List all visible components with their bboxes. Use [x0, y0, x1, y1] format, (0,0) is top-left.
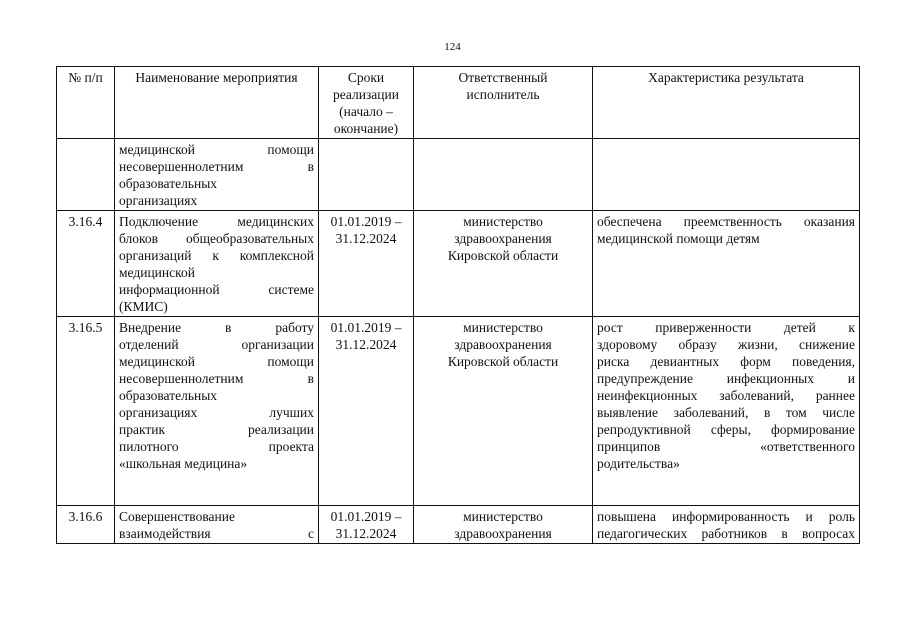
cell-line: (КМИС) — [119, 299, 168, 314]
cell-line: взаимодействия с — [119, 526, 314, 541]
cell-line: здоровому образу жизни, снижение — [597, 337, 855, 352]
cell-line: реализации — [333, 87, 399, 102]
cell-line: министерство — [463, 214, 543, 229]
cell-line: несовершеннолетним в — [119, 371, 314, 386]
cell-line: повышена информированность и роль — [597, 509, 855, 524]
table-header-row — [57, 67, 860, 139]
cell-line: 31.12.2024 — [335, 526, 397, 541]
cell-line: пилотного проекта — [119, 439, 314, 454]
header-dates — [319, 67, 414, 139]
measure-responsible — [414, 211, 593, 317]
measure-dates — [319, 211, 414, 317]
cell-line: Кировской области — [447, 354, 559, 369]
measures-table — [56, 66, 860, 544]
cell-line: исполнитель — [466, 87, 540, 102]
cell-line: Внедрение в работу — [119, 320, 314, 335]
cell-line: практик реализации — [119, 422, 314, 437]
row-number: 3.16.4 — [57, 211, 115, 317]
cell-line: 01.01.2019 – — [330, 509, 402, 524]
cell-line: окончание) — [333, 121, 399, 136]
row-number: 3.16.6 — [57, 506, 115, 544]
cell-line: неинфекционных заболеваний, раннее — [597, 388, 855, 403]
cell-line: образовательных — [119, 388, 218, 403]
cell-line: здравоохранения — [454, 526, 552, 541]
table-row — [57, 211, 860, 317]
row-number — [57, 139, 115, 211]
measure-responsible — [414, 506, 593, 544]
row-number: 3.16.5 — [57, 317, 115, 506]
cell-line: информационной системе — [119, 282, 314, 297]
cell-line: 01.01.2019 – — [330, 214, 402, 229]
measure-responsible — [414, 317, 593, 506]
cell-line: медицинской помощи — [119, 142, 314, 157]
measure-result — [593, 317, 860, 506]
cell-line: репродуктивной сферы, формирование — [597, 422, 855, 437]
cell-line: рост приверженности детей к — [597, 320, 855, 335]
cell-line: организациях — [119, 193, 198, 208]
cell-line: «школьная медицина» — [119, 456, 248, 471]
header-num: № п/п — [57, 67, 115, 139]
cell-line: 01.01.2019 – — [330, 320, 402, 335]
cell-line: 31.12.2024 — [335, 337, 397, 352]
cell-line: Подключение медицинских — [119, 214, 314, 229]
cell-line: организаций к комплексной — [119, 248, 314, 263]
cell-line: организациях лучших — [119, 405, 314, 420]
cell-line: принципов «ответственного — [597, 439, 855, 454]
measure-result — [593, 139, 860, 211]
cell-line: родительства» — [597, 456, 680, 471]
cell-line: образовательных — [119, 176, 218, 191]
cell-line: здравоохранения — [454, 231, 552, 246]
header-result: Характеристика результата — [593, 67, 860, 139]
measure-dates — [319, 139, 414, 211]
cell-line: министерство — [463, 509, 543, 524]
cell-line: выявление заболеваний, в том числе — [597, 405, 855, 420]
table-row — [57, 317, 860, 506]
page-number: 124 — [444, 41, 461, 53]
measure-dates — [319, 317, 414, 506]
cell-line: риска девиантных форм поведения, — [597, 354, 855, 369]
cell-line: педагогических работников в вопросах — [597, 526, 855, 541]
cell-line: Совершенствование — [119, 509, 235, 524]
cell-line: предупреждение инфекционных и — [597, 371, 855, 386]
measure-dates — [319, 506, 414, 544]
cell-line: (начало – — [339, 104, 393, 119]
cell-line: блоков общеобразовательных — [119, 231, 314, 246]
cell-line: Сроки — [347, 70, 385, 85]
table-row — [57, 506, 860, 544]
table-row — [57, 139, 860, 211]
cell-line: 31.12.2024 — [335, 231, 397, 246]
measure-name — [115, 139, 319, 211]
measure-responsible — [414, 139, 593, 211]
cell-line: несовершеннолетним в — [119, 159, 314, 174]
measure-name — [115, 211, 319, 317]
measure-name — [115, 317, 319, 506]
cell-line: обеспечена преемственность оказания — [597, 214, 855, 229]
cell-line: Ответственный — [458, 70, 548, 85]
measure-name — [115, 506, 319, 544]
cell-line: медицинской помощи — [119, 354, 314, 369]
cell-line: медицинской — [119, 265, 195, 280]
measure-result — [593, 506, 860, 544]
header-responsible — [414, 67, 593, 139]
cell-line: здравоохранения — [454, 337, 552, 352]
cell-line: министерство — [463, 320, 543, 335]
cell-line: отделений организации — [119, 337, 314, 352]
header-name: Наименование мероприятия — [115, 67, 319, 139]
cell-line: Кировской области — [447, 248, 559, 263]
measure-result — [593, 211, 860, 317]
cell-line: медицинской помощи детям — [597, 231, 760, 246]
